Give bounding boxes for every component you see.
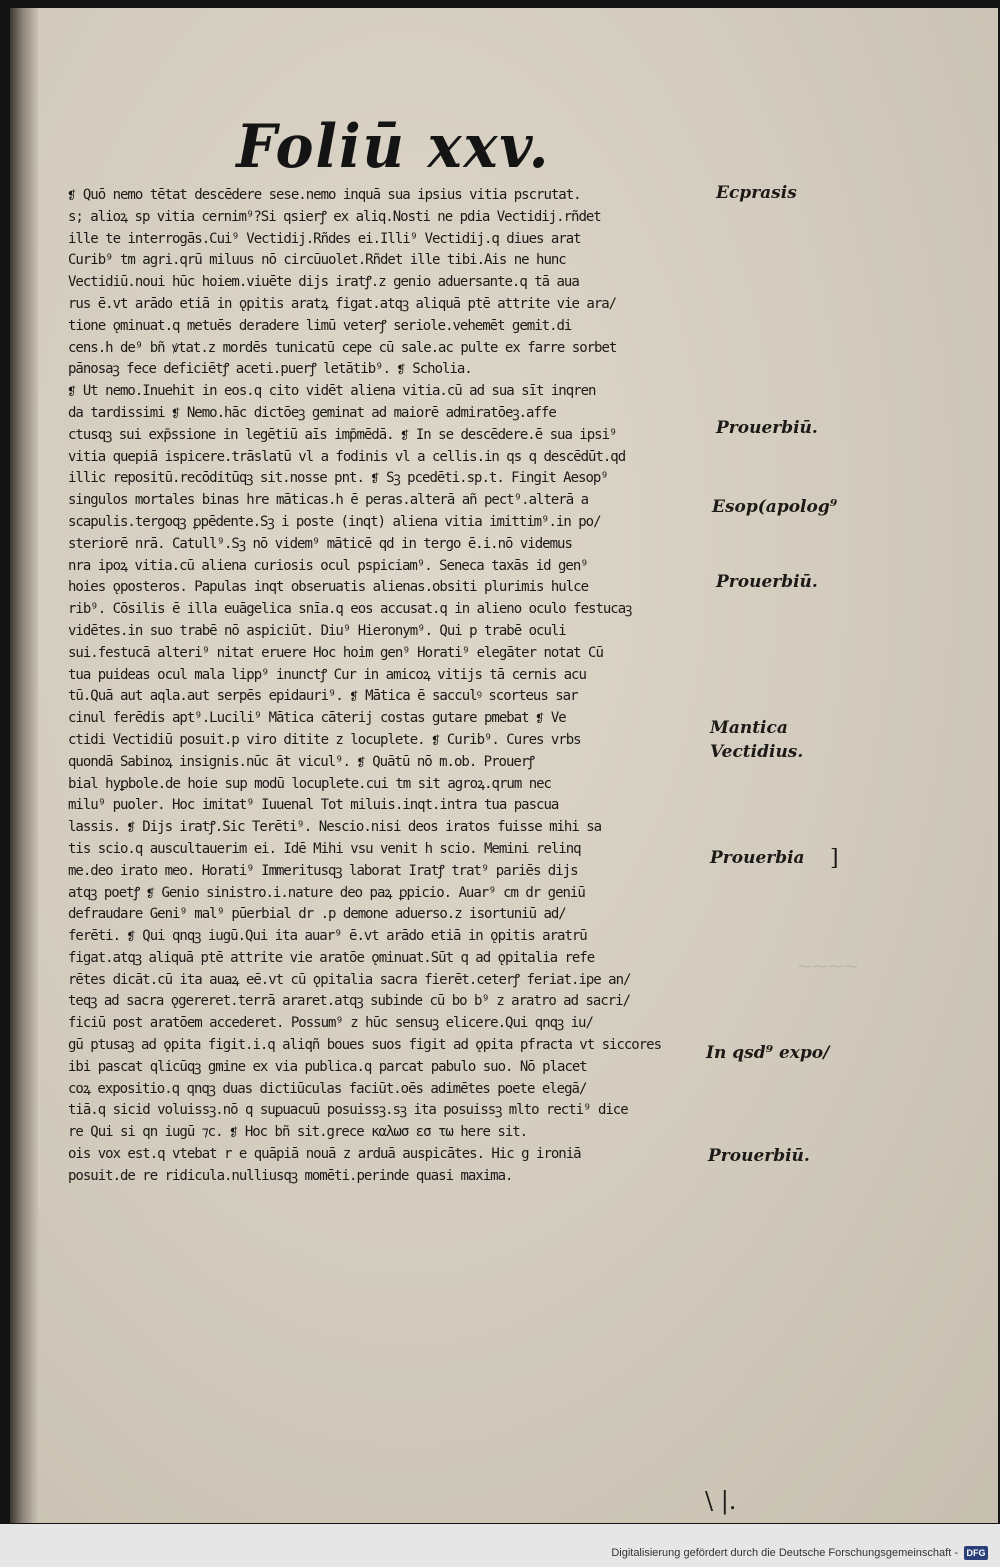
margin-note-esop-apolog: Esop(apolog⁹ (712, 497, 838, 517)
text-line: vidētes.in suo trabē nō aspiciūt. Diu⁹ Hieronym⁹. Qui p trabē oculi (68, 622, 566, 639)
footer-text: Digitalisierung gefördert durch die Deutsche Forschungsgemeinschaft - (611, 1547, 958, 1559)
text-line: gū ptusaꝫ ad ǫpita figit.i.q aliqñ boues suos figit ad ǫpita pfracta vt siccores (68, 1037, 662, 1054)
text-line: ibi pascat qlicūqꝫ gmine ex via publica.q parcat pabulo suo. Nō placet (68, 1058, 587, 1075)
text-line: scapulis.tergoqꝫ ꝑpēdente.Sꝫ i poste (inqt) aliena vitia imittim⁹.in po/ (68, 513, 601, 530)
text-line: da tardissimi ❡ Nemo.hāc dictōeꝫ geminat ad maiorē admiratōeꝫ.affe (68, 404, 556, 421)
text-line: bial hyꝑbole.de hoie sup modū locuplete.cui tm sit agroꝝ.qrum nec (68, 775, 551, 792)
text-line: vitia quepiā ispicere.trāslatū vl a fodinis vl a cellis.in qs q descēdūt.qd (68, 448, 626, 465)
text-line: rētes dicāt.cū ita auaꝝ eē.vt cū ǫpitalia sacra fierēt.ceterꝭ feriat.ipe an/ (68, 971, 631, 988)
text-line: nra ipoꝝ vitia.cū aliena curiosis ocul pspiciam⁹. Seneca taxās id gen⁹ (68, 557, 588, 574)
bottom-mark: \ |. (705, 1487, 737, 1515)
text-line: rib⁹. Cōsilis ē illa euāgelica snīa.q eos accusat.q in alieno oculo festucaꝫ (68, 601, 632, 618)
text-line: cinul ferēdis apt⁹.Lucili⁹ Mātica cāterij costas gutare pmebat ❡ Ve (68, 710, 566, 727)
text-line: ❡ Ut nemo.Inuehit in eos.q cito vidēt aliena vitia.cū ad sua sīt inqren (68, 383, 596, 400)
margin-note-ecprasis: Ecprasis (716, 183, 797, 203)
dfg-logo: DFG (964, 1546, 988, 1560)
text-line: ficiū post aratōem accederet. Possum⁹ z hūc sensuꝫ elicere.Qui qnqꝫ iu/ (68, 1015, 593, 1032)
text-line: lassis. ❡ Dijs iratꝭ.Sic Terēti⁹. Nescio.nisi deos iratos fuisse mihi sa (68, 819, 602, 836)
text-line: posuit.de re ridicula.nulliusqꝫ momēti.perinde quasi maxima. (68, 1167, 513, 1184)
text-line: figat.atqꝫ aliquā ptē attrite vie aratōe ǫminuat.Sūt q ad ǫpitalia refe (68, 949, 595, 966)
text-line: ferēti. ❡ Qui qnqꝫ iugū.Qui ita auar⁹ ē.vt arādo etiā in ǫpitis aratrū (68, 928, 587, 945)
text-line: coꝝ expositio.q qnqꝫ duas dictiūculas faciūt.oēs adimētes poete elegā/ (68, 1080, 587, 1097)
text-line: illic repositū.recōditūqꝫ sit.nosse pnt. ❡ Sꝫ pcedēti.sp.t. Fingit Aesop⁹ (68, 470, 608, 487)
text-line: teqꝫ ad sacra ǫgereret.terrā araret.atqꝫ subinde cū bo b⁹ z aratro ad sacri/ (68, 993, 631, 1010)
text-line: ❡ Quō nemo tētat descēdere sese.nemo inquā sua ipsius vitia pscrutat. (68, 187, 581, 203)
text-line: tū.Quā aut aqla.aut serpēs epidauri⁹. ❡ Mātica ē sacculꝰ scorteus sar (68, 688, 578, 705)
text-line: hoies ǫposteros. Papulas inqt obseruatis alienas.obsiti plurimis hulce (68, 579, 589, 596)
text-line: quondā Sabinoꝝ insignis.nūc āt vicul⁹. ❡ Quātū nō m.ob. Prouerꝭ (68, 753, 534, 770)
text-line: ois vox est.q vtebat r e quāpiā nouā z arduā auspicātes. Hic g ironiā (68, 1146, 581, 1163)
margin-note-expositio: In qsd⁹ expo/ (706, 1043, 830, 1063)
text-line: ille te interrogās.Cui⁹ Vectidij.Rñdes ei.Illi⁹ Vectidij.q diues arat (68, 230, 581, 247)
book-spine-shadow (10, 8, 38, 1523)
text-line: re Qui si qn iugū ⁊c. ❡ Hoc bñ sit.grece καλωσ εσ τω here sit. (68, 1124, 528, 1141)
margin-bracket: ] (830, 846, 839, 871)
margin-note-prouerbium: Prouerbiū. (716, 572, 818, 592)
text-line: defraudare Geni⁹ mal⁹ pūerbial dr .p demone aduerso.z isortuniū ad/ (68, 906, 566, 923)
text-line: singulos mortales binas hre māticas.h ē peras.alterā añ pect⁹.alterā a (68, 492, 589, 509)
text-line: atqꝫ poetꝭ ❡ Genio sinistro.i.nature deo paꝝ ꝑpicio. Auar⁹ cm dr geniū (68, 884, 585, 901)
text-line: steriorē nrā. Catull⁹.Sꝫ nō videm⁹ māticē qd in tergo ē.i.nō videmus (68, 535, 572, 552)
text-line: tiā.q sicid voluissꝫ.nō q suꝑuacuū posuissꝫ.sꝫ ita posuissꝫ mlto recti⁹ dice (68, 1102, 628, 1119)
text-line: s; alioꝝ sp vitia cernim⁹?Si qsierꝭ ex aliq.Nosti ne pdia Vectidij.rñdet (68, 208, 601, 225)
margin-note-prouerbium: Prouerbiū. (708, 1146, 810, 1166)
text-line: me.deo irato meo. Horati⁹ Immeritusqꝫ laborat Iratꝭ trat⁹ pariēs dijs (68, 862, 578, 879)
margin-note-prouerbium: Prouerbiū. (716, 418, 818, 438)
text-line: sui.festucā alteri⁹ nitat eruere Hoc hoim gen⁹ Horati⁹ elegāter notat Cū (68, 644, 603, 661)
show-through-text: ⁓⁓⁓⁓ (798, 957, 858, 975)
main-text-block (68, 185, 713, 1188)
text-line: Curib⁹ tm agri.qrū miluus nō circūuolet.Rñdet ille tibi.Ais ne hunc (68, 252, 566, 269)
text-line: cens.h de⁹ bñ ꝟtat.z mordēs tunicatū cepe cū sale.ac pulte ex farre sorbet (68, 339, 617, 356)
text-line: tua puideas ocul mala lipp⁹ inunctꝭ Cur in amicoꝝ vitijs tā cernis acu (68, 666, 586, 683)
margin-note-vectidius: Vectidius. (710, 742, 804, 762)
text-line: tis scio.q auscultauerim ei. Idē Mihi vsu venit h scio. Memini relinq (68, 840, 581, 857)
page-title: Foliū xxv. (236, 112, 551, 182)
margin-note-mantica: Mantica (710, 718, 788, 738)
margin-note-prouerbia: Prouerbia (710, 848, 805, 868)
footer (611, 1546, 988, 1560)
text-line: ctusqꝫ sui exp̄ssione in legētiū aīs imp̄mēdā. ❡ In se descēdere.ē sua ipsi⁹ (68, 426, 617, 443)
text-line: Vectidiū.noui hūc hoiem.viuēte dijs iratꝭ.z genio aduersante.q tā aua (68, 274, 579, 291)
text-line: rus ē.vt arādo etiā in ǫpitis aratꝝ figat.atqꝫ aliquā ptē attrite vie ara/ (68, 295, 617, 312)
text-line: milu⁹ puoler. Hoc imitat⁹ Iuuenal Tot miluis.inqt.intra tua pascua (68, 797, 559, 814)
text-line: ctidi Vectidiū posuit.p viro ditite z locuplete. ❡ Curib⁹. Cures vrbs (68, 731, 581, 748)
text-line: tione ǫminuat.q metuēs deradere limū veterꝭ seriole.vehemēt gemit.di (68, 317, 572, 334)
text-line: pānosaꝫ fece deficiētꝭ aceti.puerꝭ letātib⁹. ❡ Scholia. (68, 361, 472, 378)
